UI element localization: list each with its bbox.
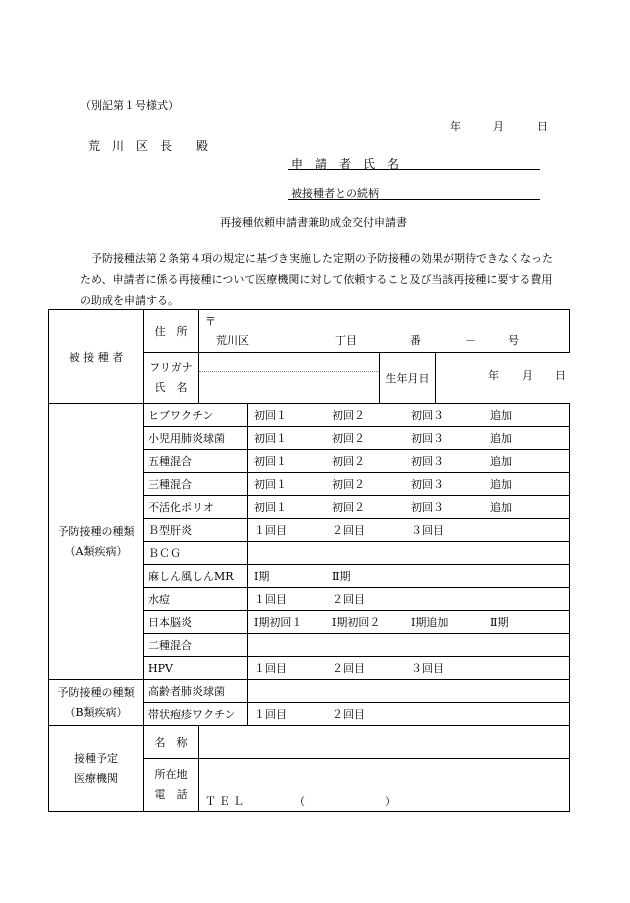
vaccine-options[interactable] bbox=[248, 703, 570, 726]
vaccine-option[interactable]: 初回１ bbox=[254, 455, 287, 468]
vaccine-options[interactable] bbox=[248, 519, 570, 542]
vaccine-option[interactable]: Ⅰ期初回１ bbox=[254, 616, 303, 629]
birthdate-label: 生年月日 bbox=[380, 353, 436, 404]
date-year-label: 年 bbox=[450, 120, 461, 133]
vaccine-option[interactable]: 初回２ bbox=[332, 432, 365, 445]
vaccine-options[interactable] bbox=[248, 496, 570, 519]
vaccine-option[interactable]: １回目 bbox=[254, 524, 287, 537]
vaccine-option[interactable]: 初回３ bbox=[411, 432, 444, 445]
vaccine-option[interactable]: 初回２ bbox=[332, 409, 365, 422]
vaccine-option[interactable]: ２回目 bbox=[332, 662, 365, 675]
vaccine-option[interactable]: 初回１ bbox=[254, 478, 287, 491]
vaccine-name: 日本脳炎 bbox=[144, 611, 248, 634]
date-day-label: 日 bbox=[537, 120, 548, 133]
recipient-section-label: 被 接 種 者 bbox=[49, 310, 144, 404]
vaccine-name: 水痘 bbox=[144, 588, 248, 611]
a-type-section-label: 予防接種の種類 （A類疾病） bbox=[49, 404, 144, 680]
furigana-divider bbox=[199, 371, 379, 372]
name-field[interactable] bbox=[199, 353, 380, 404]
vaccine-options[interactable] bbox=[248, 634, 570, 657]
vaccine-option[interactable]: 初回３ bbox=[411, 478, 444, 491]
vaccine-options[interactable] bbox=[248, 450, 570, 473]
dash-label: － bbox=[465, 334, 476, 347]
vaccine-option[interactable]: １回目 bbox=[254, 708, 287, 721]
body-statement: 予防接種法第２条第４項の規定に基づき実施した定期の予防接種の効果が期待できなくなったため、申請者に係る再接種について医療機関に対して依頼すること及び当該再接種に要する費用の助成を申請する。 bbox=[80, 252, 553, 307]
vaccine-option[interactable]: ３回目 bbox=[411, 524, 444, 537]
vaccine-option[interactable]: 追加 bbox=[490, 432, 512, 445]
birth-year-label: 年 bbox=[488, 369, 499, 382]
vaccine-option[interactable]: Ⅱ期 bbox=[332, 570, 351, 583]
tel-paren-close: ） bbox=[385, 795, 396, 808]
ward-label: 荒川区 bbox=[216, 334, 249, 347]
vaccine-options[interactable] bbox=[248, 657, 570, 680]
vaccine-name: 麻しん風しんMR bbox=[144, 565, 248, 588]
b-type-section-label: 予防接種の種類 （B類疾病） bbox=[49, 680, 144, 726]
vaccine-option[interactable]: ２回目 bbox=[332, 524, 365, 537]
tel-label: ＴＥＬ bbox=[205, 795, 247, 808]
vaccine-option[interactable]: 初回１ bbox=[254, 501, 287, 514]
vaccine-option[interactable]: Ⅰ期 bbox=[254, 570, 270, 583]
vaccine-options[interactable] bbox=[248, 427, 570, 450]
vaccine-options[interactable] bbox=[248, 542, 570, 565]
clinic-location-label: 所在地 電 話 bbox=[144, 759, 199, 812]
vaccine-row bbox=[49, 680, 570, 703]
application-table bbox=[48, 309, 570, 812]
chome-label: 丁目 bbox=[335, 334, 357, 347]
clinic-name-field[interactable] bbox=[199, 726, 570, 759]
vaccine-option[interactable]: 初回３ bbox=[411, 501, 444, 514]
vaccine-name: ヒブワクチン bbox=[144, 404, 248, 427]
ban-label: 番 bbox=[410, 334, 421, 347]
vaccine-option[interactable]: 追加 bbox=[490, 409, 512, 422]
vaccine-options[interactable] bbox=[248, 611, 570, 634]
relation-label: 被接種者との続柄 bbox=[291, 187, 379, 200]
relation-line[interactable] bbox=[288, 199, 540, 200]
vaccine-name: 高齢者肺炎球菌 bbox=[144, 680, 248, 703]
vaccine-row bbox=[49, 404, 570, 427]
vaccine-name: Ｂ型肝炎 bbox=[144, 519, 248, 542]
form-number: （別記第１号様式） bbox=[80, 99, 179, 112]
vaccine-options[interactable] bbox=[248, 473, 570, 496]
vaccine-option[interactable]: 追加 bbox=[490, 478, 512, 491]
vaccine-option[interactable]: 初回１ bbox=[254, 432, 287, 445]
clinic-section-label: 接種予定 医療機関 bbox=[49, 726, 144, 812]
vaccine-option[interactable]: 初回２ bbox=[332, 478, 365, 491]
vaccine-name: 五種混合 bbox=[144, 450, 248, 473]
clinic-name-label: 名 称 bbox=[144, 726, 199, 759]
address-field[interactable] bbox=[199, 310, 570, 353]
vaccine-options[interactable] bbox=[248, 404, 570, 427]
address-label: 住 所 bbox=[144, 310, 199, 353]
vaccine-option[interactable]: 初回３ bbox=[411, 409, 444, 422]
vaccine-option[interactable]: Ⅰ期追加 bbox=[411, 616, 449, 629]
vaccine-name: 二種混合 bbox=[144, 634, 248, 657]
vaccine-option[interactable]: 追加 bbox=[490, 501, 512, 514]
vaccine-option[interactable]: 初回１ bbox=[254, 409, 287, 422]
vaccine-option[interactable]: 追加 bbox=[490, 455, 512, 468]
vaccine-name: 三種混合 bbox=[144, 473, 248, 496]
vaccine-option[interactable]: Ⅱ期 bbox=[490, 616, 509, 629]
birthdate-field-left[interactable] bbox=[436, 353, 570, 404]
vaccine-option[interactable]: ２回目 bbox=[332, 593, 365, 606]
tel-paren-open: （ bbox=[294, 795, 305, 808]
applicant-name-label: 申 請 者 氏 名 bbox=[291, 157, 400, 171]
birth-day-label: 日 bbox=[555, 369, 566, 382]
date-month-label: 月 bbox=[493, 120, 504, 133]
postal-mark: 〒 bbox=[205, 315, 216, 328]
vaccine-option[interactable]: Ⅰ期初回２ bbox=[332, 616, 381, 629]
vaccine-name: HPV bbox=[144, 657, 248, 680]
addressee: 荒 川 区 長 殿 bbox=[88, 139, 209, 153]
vaccine-option[interactable]: １回目 bbox=[254, 593, 287, 606]
vaccine-option[interactable]: １回目 bbox=[254, 662, 287, 675]
vaccine-option[interactable]: 初回２ bbox=[332, 501, 365, 514]
furigana-name-label: フリガナ 氏 名 bbox=[144, 353, 199, 404]
vaccine-option[interactable]: 初回３ bbox=[411, 455, 444, 468]
go-label: 号 bbox=[508, 334, 519, 347]
clinic-location-field[interactable] bbox=[199, 759, 570, 812]
birth-month-label: 月 bbox=[522, 369, 533, 382]
vaccine-name: 帯状疱疹ワクチン bbox=[144, 703, 248, 726]
vaccine-name: ＢＣＧ bbox=[144, 542, 248, 565]
vaccine-option[interactable]: ３回目 bbox=[411, 662, 444, 675]
vaccine-options[interactable] bbox=[248, 680, 570, 703]
vaccine-name: 小児用肺炎球菌 bbox=[144, 427, 248, 450]
vaccine-name: 不活化ポリオ bbox=[144, 496, 248, 519]
document-title: 再接種依頼申請書兼助成金交付申請書 bbox=[220, 216, 407, 229]
vaccine-option[interactable]: ２回目 bbox=[332, 708, 365, 721]
vaccine-options[interactable] bbox=[248, 588, 570, 611]
vaccine-options[interactable] bbox=[248, 565, 570, 588]
applicant-name-line[interactable] bbox=[288, 169, 540, 170]
vaccine-option[interactable]: 初回２ bbox=[332, 455, 365, 468]
